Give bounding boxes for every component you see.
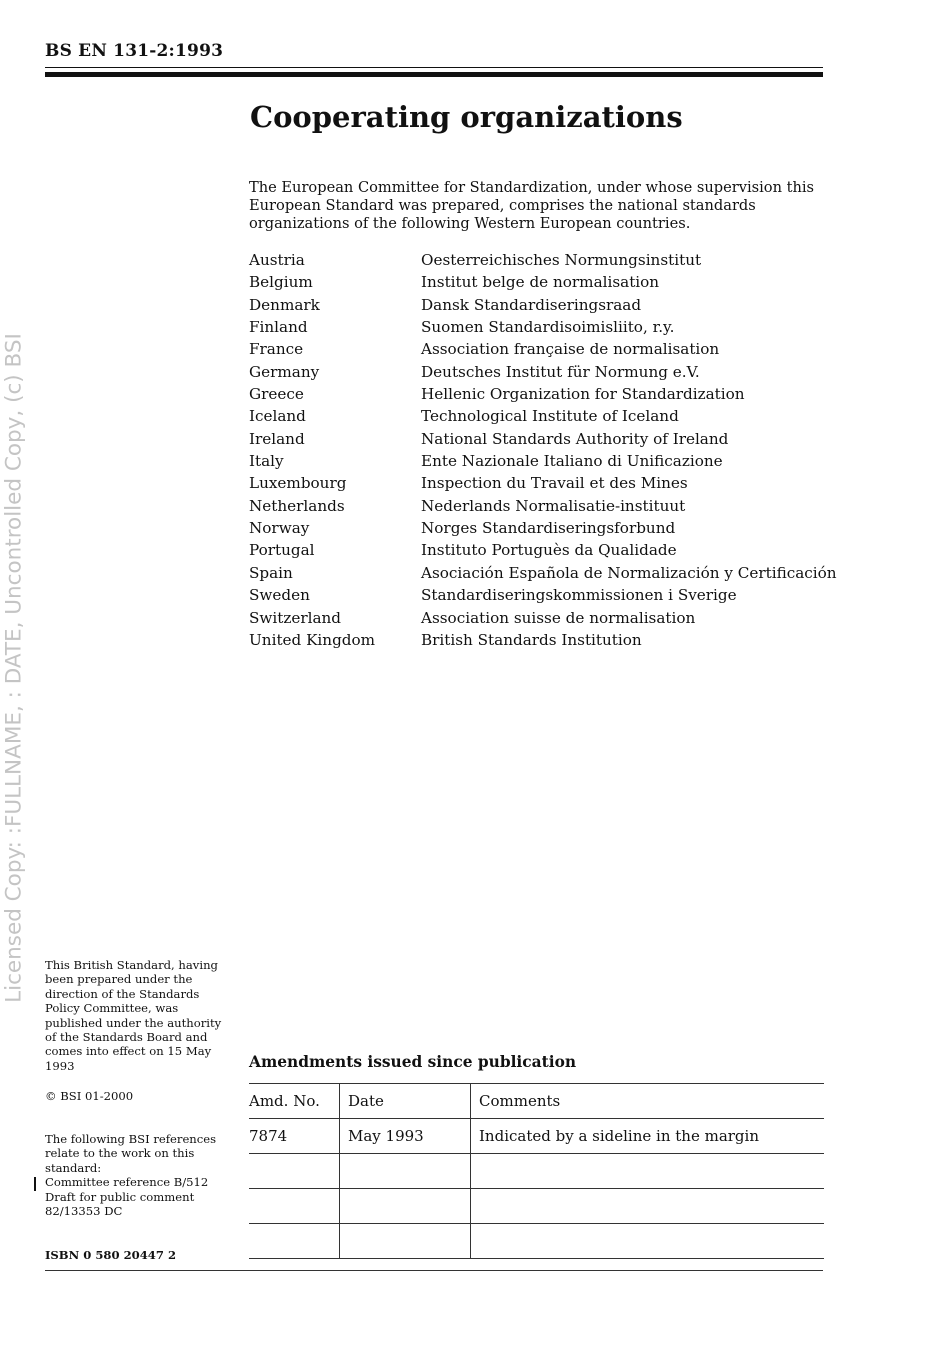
amendments-title: Amendments issued since publication (249, 1053, 577, 1071)
standard-id: BS EN 131-2:1993 (45, 41, 224, 61)
country: Norway (249, 519, 310, 538)
amd-no-cell (249, 1224, 340, 1259)
organization-list (249, 250, 837, 652)
list-item (249, 563, 837, 585)
license-watermark: Licensed Copy: :FULLNAME, : DATE, Uncontrolled Copy, (c) BSI (1, 333, 27, 1003)
organization-name: Inspection du Travail et des Mines (421, 474, 688, 493)
table-row (249, 1154, 824, 1189)
organization-name: Technological Institute of Iceland (421, 407, 679, 426)
country: Greece (249, 385, 304, 404)
comments-cell (471, 1189, 825, 1224)
list-item (249, 496, 829, 518)
country: Finland (249, 318, 308, 337)
list-item (249, 608, 829, 630)
list-item (249, 339, 829, 361)
list-item (249, 362, 829, 384)
page-title: Cooperating organizations (250, 100, 683, 134)
list-item (249, 585, 829, 607)
list-item (249, 295, 829, 317)
bottom-rule (45, 1270, 823, 1271)
country: Denmark (249, 295, 320, 314)
comments-cell (471, 1154, 825, 1189)
organization-name: Suomen Standardisoimisliito, r.y. (421, 318, 675, 337)
list-item (249, 317, 829, 339)
amendment-sideline (34, 1177, 36, 1191)
comments-cell (471, 1224, 825, 1259)
table-header-row (249, 1084, 824, 1119)
country: Luxembourg (249, 474, 347, 493)
list-item (249, 429, 829, 451)
draft-reference: Draft for public comment 82/13353 DC (45, 1189, 195, 1219)
organization-name: Asociación Española de Normalización y Certificación (421, 563, 837, 582)
organization-name: British Standards Institution (421, 630, 642, 649)
organization-name: Instituto Portuguès da Qualidade (421, 541, 677, 560)
organization-name: Association française de normalisation (421, 340, 720, 359)
isbn: ISBN 0 580 20447 2 (45, 1248, 177, 1262)
column-header-comments: Comments (471, 1084, 825, 1119)
country: France (249, 340, 304, 359)
list-item (249, 250, 829, 272)
organization-name: Standardiseringskommissionen i Sverige (421, 586, 737, 605)
table-row (249, 1224, 824, 1259)
date-cell (340, 1224, 471, 1259)
amd-no-cell: 7874 (249, 1119, 340, 1154)
amd-no-cell (249, 1189, 340, 1224)
country: Italy (249, 452, 284, 471)
column-header-date: Date (340, 1084, 471, 1119)
header-rule-thick (45, 72, 823, 77)
publication-notice: This British Standard, having been prepared under the direction of the Standards Policy Committee, was published under the authority of the Standards Board and comes into effect on 15 May 1993 (45, 958, 222, 1073)
organization-name: Ente Nazionale Italiano di Unificazione (421, 452, 723, 471)
organization-name: Institut belge de normalisation (421, 273, 660, 292)
list-item (249, 518, 829, 540)
table-row (249, 1189, 824, 1224)
country: Portugal (249, 541, 315, 560)
committee-reference: Committee reference B/512 (45, 1175, 209, 1190)
country: United Kingdom (249, 630, 376, 649)
country: Switzerland (249, 608, 342, 627)
country: Austria (249, 251, 305, 269)
bsi-references (45, 1132, 230, 1218)
comments-cell: Indicated by a sideline in the margin (471, 1119, 825, 1154)
amd-no-cell (249, 1154, 340, 1189)
country: Ireland (249, 429, 305, 448)
organization-name: Oesterreichisches Normungsinstitut (421, 251, 702, 269)
date-cell (340, 1189, 471, 1224)
organization-name: National Standards Authority of Ireland (421, 429, 729, 448)
country: Belgium (249, 273, 313, 292)
list-item (249, 384, 829, 406)
organization-name: Dansk Standardiseringsraad (421, 295, 642, 314)
country: Spain (249, 563, 293, 582)
list-item (249, 406, 829, 428)
column-header-amd-no: Amd. No. (249, 1084, 340, 1119)
organization-name: Norges Standardiseringsforbund (421, 519, 676, 538)
copyright-notice: © BSI 01-2000 (45, 1089, 134, 1103)
references-intro: The following BSI references relate to the work on this standard: (45, 1132, 217, 1175)
list-item (249, 451, 829, 473)
list-item (249, 540, 829, 562)
date-cell (340, 1154, 471, 1189)
country: Netherlands (249, 496, 345, 515)
intro-paragraph: The European Committee for Standardization, under whose supervision this European Standard was prepared, comprises the national standards organizations of the following Western European countries. (249, 179, 815, 232)
organization-name: Nederlands Normalisatie-instituut (421, 496, 686, 515)
date-cell: May 1993 (340, 1119, 471, 1154)
header-rule-thin (45, 67, 823, 68)
country: Sweden (249, 586, 310, 605)
list-item (249, 272, 829, 294)
organization-name: Association suisse de normalisation (421, 608, 696, 627)
amendments-table (249, 1083, 824, 1259)
table-row (249, 1119, 824, 1154)
country: Iceland (249, 407, 306, 426)
organization-name: Deutsches Institut für Normung e.V. (421, 362, 700, 381)
country: Germany (249, 362, 320, 381)
organization-name: Hellenic Organization for Standardization (421, 385, 745, 404)
list-item (249, 630, 829, 652)
list-item (249, 473, 829, 495)
